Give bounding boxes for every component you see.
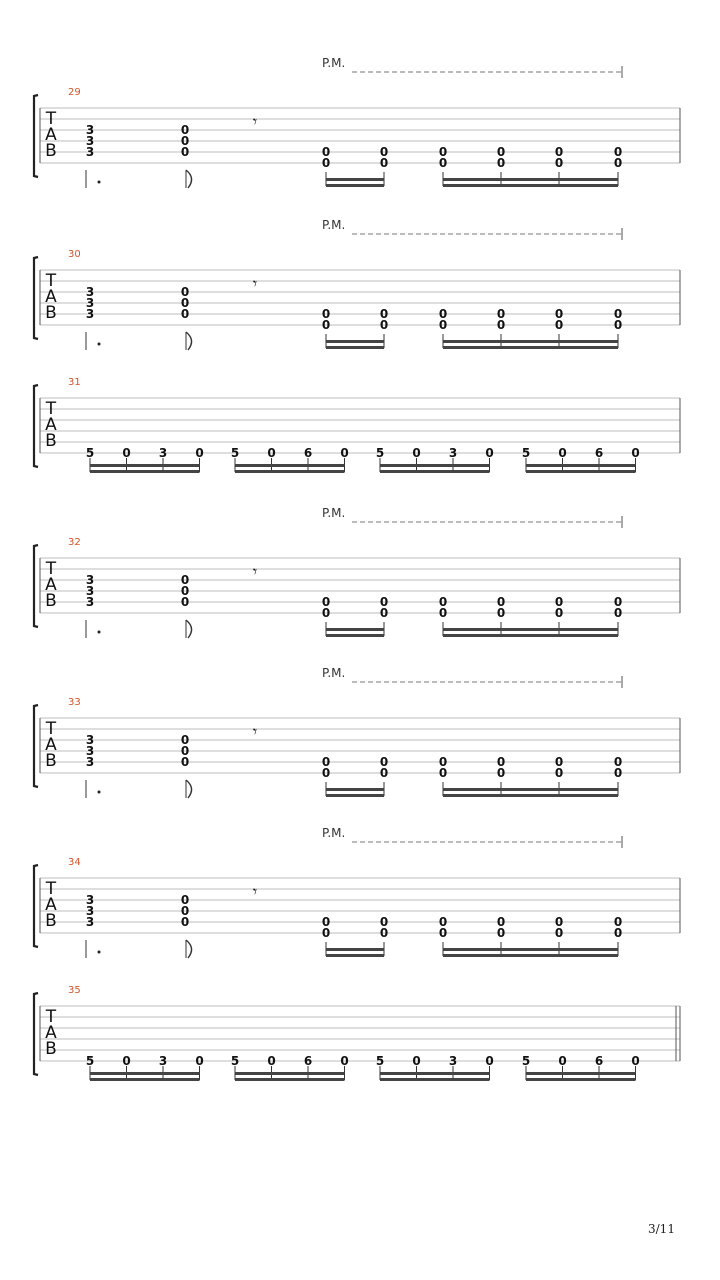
- fret-number: 0: [180, 296, 190, 310]
- beam: [443, 794, 618, 797]
- beam: [90, 464, 200, 467]
- beam: [526, 470, 636, 473]
- beam: [326, 788, 384, 791]
- fret-number: 0: [438, 595, 448, 609]
- beam: [380, 1078, 490, 1081]
- fret-number: 3: [85, 595, 95, 609]
- fret-number: 0: [321, 766, 331, 780]
- fret-number: 5: [521, 446, 531, 460]
- fret-number: 0: [496, 926, 506, 940]
- fret-number: 0: [180, 285, 190, 299]
- fret-number: 0: [554, 595, 564, 609]
- fret-number: 3: [448, 446, 458, 460]
- fret-number: 3: [85, 915, 95, 929]
- measure-number: 33: [68, 697, 81, 708]
- beam: [443, 340, 618, 343]
- fret-number: 0: [613, 766, 623, 780]
- fret-number: 0: [180, 595, 190, 609]
- tab-clef-letter: A: [45, 125, 57, 145]
- fret-number: 0: [180, 573, 190, 587]
- fret-number: 3: [85, 285, 95, 299]
- beam: [235, 470, 345, 473]
- fret-number: 0: [558, 1054, 567, 1068]
- fret-number: 0: [496, 156, 506, 170]
- fret-number: 0: [340, 1054, 349, 1068]
- fret-number: 3: [85, 145, 95, 159]
- eighth-rest: 𝄾: [252, 882, 258, 901]
- beam: [380, 1072, 490, 1075]
- beam: [526, 1078, 636, 1081]
- fret-number: 0: [379, 755, 389, 769]
- tab-clef-letter: A: [45, 287, 57, 307]
- measure-number: 35: [68, 985, 81, 996]
- measure-number: 32: [68, 537, 81, 548]
- tab-clef-letter: B: [45, 751, 57, 771]
- fret-number: 0: [558, 446, 567, 460]
- system-bracket: [34, 705, 38, 787]
- fret-number: 3: [85, 296, 95, 310]
- beam: [326, 184, 384, 187]
- fret-number: 0: [631, 446, 640, 460]
- fret-number: 0: [180, 904, 190, 918]
- fret-number: 0: [412, 1054, 421, 1068]
- tab-clef-letter: B: [45, 1039, 57, 1059]
- fret-number: 0: [554, 318, 564, 332]
- rhythm-dot: [98, 951, 101, 954]
- beam: [326, 178, 384, 181]
- measure-number: 29: [68, 87, 81, 98]
- fret-number: 0: [438, 145, 448, 159]
- fret-number: 0: [321, 755, 331, 769]
- fret-number: 0: [321, 926, 331, 940]
- fret-number: 0: [195, 446, 204, 460]
- beam: [443, 948, 618, 951]
- fret-number: 3: [85, 307, 95, 321]
- beam: [380, 464, 490, 467]
- fret-number: 0: [496, 766, 506, 780]
- fret-number: 0: [267, 446, 276, 460]
- fret-number: 0: [438, 606, 448, 620]
- system-bracket: [34, 95, 38, 177]
- fret-number: 0: [613, 606, 623, 620]
- fret-number: 0: [496, 595, 506, 609]
- fret-number: 0: [379, 145, 389, 159]
- beam: [235, 1078, 345, 1081]
- system-bracket: [34, 993, 38, 1075]
- fret-number: 0: [438, 755, 448, 769]
- fret-number: 0: [496, 755, 506, 769]
- eighth-rest: 𝄾: [252, 722, 258, 741]
- fret-number: 0: [438, 915, 448, 929]
- beam: [443, 788, 618, 791]
- fret-number: 0: [613, 307, 623, 321]
- fret-number: 0: [496, 145, 506, 159]
- fret-number: 0: [554, 156, 564, 170]
- palm-mute-label: P.M.: [322, 506, 346, 520]
- fret-number: 0: [321, 318, 331, 332]
- fret-number: 6: [594, 446, 604, 460]
- fret-number: 0: [340, 446, 349, 460]
- fret-number: 0: [321, 606, 331, 620]
- measure-number: 31: [68, 377, 81, 388]
- fret-number: 0: [631, 1054, 640, 1068]
- beam: [90, 1072, 200, 1075]
- fret-number: 0: [613, 915, 623, 929]
- fret-number: 0: [180, 744, 190, 758]
- fret-number: 0: [379, 606, 389, 620]
- beam: [443, 634, 618, 637]
- fret-number: 5: [85, 446, 95, 460]
- tab-clef-letter: A: [45, 735, 57, 755]
- fret-number: 3: [448, 1054, 458, 1068]
- fret-number: 0: [554, 307, 564, 321]
- fret-number: 0: [613, 755, 623, 769]
- tab-clef-letter: T: [45, 1007, 57, 1027]
- fret-number: 0: [379, 926, 389, 940]
- rhythm-dot: [98, 791, 101, 794]
- fret-number: 0: [180, 145, 190, 159]
- fret-number: 0: [321, 307, 331, 321]
- fret-number: 0: [613, 595, 623, 609]
- fret-number: 5: [375, 446, 385, 460]
- fret-number: 0: [485, 1054, 494, 1068]
- fret-number: 3: [85, 573, 95, 587]
- tab-clef-letter: B: [45, 303, 57, 323]
- fret-number: 0: [195, 1054, 204, 1068]
- fret-number: 0: [438, 926, 448, 940]
- tab-clef-letter: B: [45, 431, 57, 451]
- fret-number: 3: [85, 584, 95, 598]
- tab-clef-letter: A: [45, 895, 57, 915]
- fret-number: 0: [180, 307, 190, 321]
- tab-clef-letter: B: [45, 591, 57, 611]
- fret-number: 0: [438, 766, 448, 780]
- fret-number: 3: [85, 904, 95, 918]
- fret-number: 0: [267, 1054, 276, 1068]
- note-flag: [186, 170, 192, 188]
- note-flag: [186, 780, 192, 798]
- beam: [326, 340, 384, 343]
- fret-number: 0: [554, 926, 564, 940]
- fret-number: 0: [321, 145, 331, 159]
- eighth-rest: 𝄾: [252, 112, 258, 131]
- fret-number: 6: [303, 446, 313, 460]
- fret-number: 0: [613, 156, 623, 170]
- fret-number: 0: [613, 926, 623, 940]
- fret-number: 0: [321, 595, 331, 609]
- measure-number: 34: [68, 857, 81, 868]
- fret-number: 0: [554, 145, 564, 159]
- fret-number: 0: [554, 766, 564, 780]
- fret-number: 0: [379, 307, 389, 321]
- fret-number: 3: [158, 1054, 168, 1068]
- system-bracket: [34, 865, 38, 947]
- fret-number: 6: [594, 1054, 604, 1068]
- fret-number: 0: [180, 755, 190, 769]
- tab-clef-letter: T: [45, 559, 57, 579]
- fret-number: 3: [85, 744, 95, 758]
- fret-number: 5: [375, 1054, 385, 1068]
- rhythm-dot: [98, 343, 101, 346]
- tab-clef-letter: T: [45, 879, 57, 899]
- palm-mute-label: P.M.: [322, 218, 346, 232]
- tab-clef-letter: A: [45, 415, 57, 435]
- beam: [443, 628, 618, 631]
- beam: [443, 184, 618, 187]
- palm-mute-label: P.M.: [322, 56, 346, 70]
- eighth-rest: 𝄾: [252, 274, 258, 293]
- system-bracket: [34, 545, 38, 627]
- fret-number: 0: [496, 318, 506, 332]
- fret-number: 5: [521, 1054, 531, 1068]
- beam: [326, 628, 384, 631]
- fret-number: 0: [438, 307, 448, 321]
- beam: [326, 948, 384, 951]
- tab-clef-letter: T: [45, 399, 57, 419]
- note-flag: [186, 332, 192, 350]
- fret-number: 0: [496, 915, 506, 929]
- beam: [90, 470, 200, 473]
- fret-number: 0: [554, 915, 564, 929]
- beam: [235, 464, 345, 467]
- tab-clef-letter: T: [45, 719, 57, 739]
- tab-clef-letter: B: [45, 141, 57, 161]
- fret-number: 0: [379, 766, 389, 780]
- beam: [380, 470, 490, 473]
- note-flag: [186, 940, 192, 958]
- fret-number: 0: [613, 145, 623, 159]
- fret-number: 3: [85, 733, 95, 747]
- palm-mute-label: P.M.: [322, 826, 346, 840]
- fret-number: 0: [180, 915, 190, 929]
- measure-number: 30: [68, 249, 81, 260]
- fret-number: 3: [85, 893, 95, 907]
- fret-number: 0: [321, 156, 331, 170]
- rhythm-dot: [98, 181, 101, 184]
- beam: [326, 954, 384, 957]
- palm-mute-label: P.M.: [322, 666, 346, 680]
- fret-number: 0: [122, 1054, 131, 1068]
- fret-number: 5: [85, 1054, 95, 1068]
- fret-number: 0: [379, 915, 389, 929]
- page-number: 3/11: [648, 1222, 675, 1236]
- beam: [90, 1078, 200, 1081]
- fret-number: 0: [412, 446, 421, 460]
- fret-number: 3: [85, 123, 95, 137]
- beam: [326, 794, 384, 797]
- fret-number: 6: [303, 1054, 313, 1068]
- fret-number: 5: [230, 446, 240, 460]
- tab-clef-letter: T: [45, 109, 57, 129]
- fret-number: 0: [613, 318, 623, 332]
- fret-number: 0: [180, 584, 190, 598]
- fret-number: 0: [180, 733, 190, 747]
- fret-number: 3: [85, 134, 95, 148]
- fret-number: 0: [496, 307, 506, 321]
- beam: [326, 634, 384, 637]
- rhythm-dot: [98, 631, 101, 634]
- tab-clef-letter: T: [45, 271, 57, 291]
- fret-number: 0: [180, 893, 190, 907]
- eighth-rest: 𝄾: [252, 562, 258, 581]
- beam: [443, 346, 618, 349]
- fret-number: 0: [485, 446, 494, 460]
- fret-number: 0: [496, 606, 506, 620]
- beam: [526, 1072, 636, 1075]
- fret-number: 0: [321, 915, 331, 929]
- fret-number: 0: [379, 318, 389, 332]
- beam: [443, 954, 618, 957]
- fret-number: 3: [158, 446, 168, 460]
- fret-number: 0: [379, 595, 389, 609]
- beam: [235, 1072, 345, 1075]
- beam: [443, 178, 618, 181]
- fret-number: 0: [438, 318, 448, 332]
- system-bracket: [34, 385, 38, 467]
- note-flag: [186, 620, 192, 638]
- tab-clef-letter: A: [45, 575, 57, 595]
- tab-clef-letter: A: [45, 1023, 57, 1043]
- fret-number: 5: [230, 1054, 240, 1068]
- fret-number: 0: [554, 755, 564, 769]
- fret-number: 0: [180, 123, 190, 137]
- fret-number: 3: [85, 755, 95, 769]
- fret-number: 0: [122, 446, 131, 460]
- fret-number: 0: [554, 606, 564, 620]
- fret-number: 0: [379, 156, 389, 170]
- beam: [526, 464, 636, 467]
- system-bracket: [34, 257, 38, 339]
- beam: [326, 346, 384, 349]
- fret-number: 0: [180, 134, 190, 148]
- tab-clef-letter: B: [45, 911, 57, 931]
- fret-number: 0: [438, 156, 448, 170]
